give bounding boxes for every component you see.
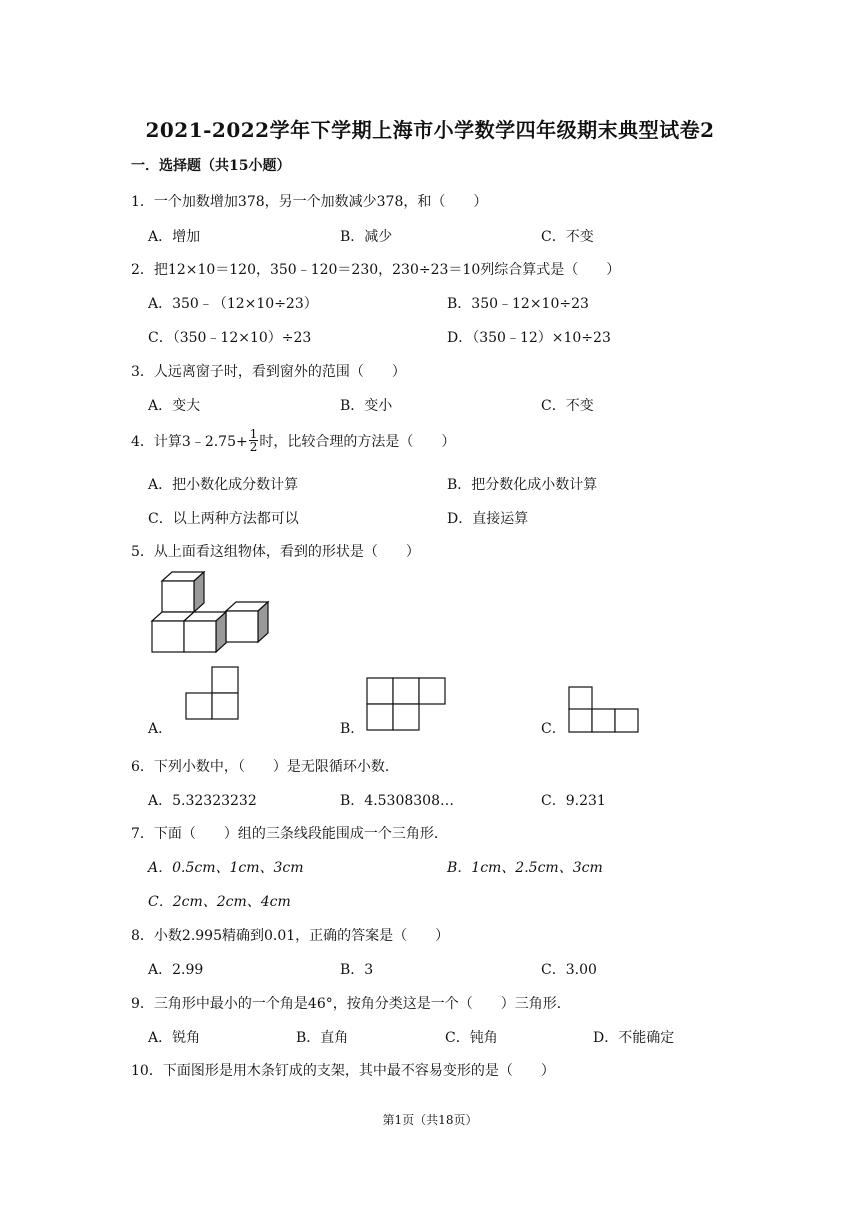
q2-option-c: C．（350﹣12×10）÷23	[148, 330, 312, 346]
q5-option-c-shape	[568, 686, 640, 734]
q9-option-c: C．钝角	[445, 1030, 498, 1046]
q6-option-c: C．9.231	[541, 793, 606, 809]
q2-option-a: A．350﹣（12×10÷23）	[148, 296, 318, 312]
q4-option-a: A．把小数化成分数计算	[148, 477, 299, 493]
q5-option-a: A．	[148, 721, 173, 737]
fraction	[249, 428, 259, 453]
fraction-denominator: 2	[249, 440, 258, 454]
q4-text-before: 4．计算3﹣2.75+	[131, 433, 248, 450]
cube-stack-figure	[150, 571, 272, 653]
q6-option-b: B．4.5308308…	[340, 793, 454, 809]
q3-option-a: A．变大	[148, 398, 201, 414]
q8-option-c: C．3.00	[541, 962, 597, 978]
paper-title: 2021-2022学年下学期上海市小学数学四年级期末典型试卷2	[145, 118, 715, 142]
question-7: 7．下面（ ）组的三条线段能围成一个三角形．	[131, 826, 448, 842]
question-5: 5．从上面看这组物体，看到的形状是（ ）	[131, 544, 420, 560]
q4-option-d: D．直接运算	[447, 511, 529, 527]
q5-option-b: B．	[340, 721, 365, 737]
q1-option-c: C．不变	[541, 229, 594, 245]
q7-option-c: C．2cm、2cm、4cm	[148, 894, 291, 910]
question-8: 8．小数2.995精确到0.01，正确的答案是（ ）	[131, 928, 450, 944]
q5-option-b-shape	[366, 677, 448, 733]
question-1: 1．一个加数增加378，另一个加数减少378，和（ ）	[131, 194, 488, 210]
fraction-numerator: 1	[249, 427, 258, 441]
q2-option-d: D．（350﹣12）×10÷23	[447, 330, 611, 346]
question-2: 2．把12×10＝120，350﹣120＝230，230÷23＝10列综合算式是（ ）	[131, 262, 621, 278]
q9-option-b: B．直角	[296, 1030, 349, 1046]
question-10: 10．下面图形是用木条钉成的支架，其中最不容易变形的是（ ）	[131, 1063, 555, 1079]
q7-option-a: A．0.5cm、1cm、3cm	[148, 860, 304, 876]
q3-option-c: C．不变	[541, 398, 594, 414]
q7-option-b: B．1cm、2.5cm、3cm	[447, 860, 603, 876]
question-6: 6．下列小数中，（ ）是无限循环小数．	[131, 759, 399, 775]
q8-option-b: B．3	[340, 962, 374, 978]
q4-text-after: 时，比较合理的方法是（ ）	[259, 433, 456, 450]
q8-option-a: A．2.99	[148, 962, 204, 978]
question-3: 3．人远离窗子时，看到窗外的范围（ ）	[131, 364, 406, 380]
section-heading: 一．选择题（共15小题）	[131, 158, 291, 174]
q6-option-a: A．5.32323232	[148, 793, 257, 809]
q4-option-b: B．把分数化成小数计算	[447, 477, 598, 493]
question-4	[131, 428, 455, 453]
q1-option-b: B．减少	[340, 229, 393, 245]
q2-option-b: B．350﹣12×10÷23	[447, 296, 589, 312]
q9-option-d: D．不能确定	[593, 1030, 675, 1046]
q5-option-a-shape	[185, 666, 241, 722]
q3-option-b: B．变小	[340, 398, 393, 414]
page-footer: 第1页（共18页）	[382, 1113, 478, 1127]
q1-option-a: A．增加	[148, 229, 201, 245]
q4-option-c: C．以上两种方法都可以	[148, 511, 299, 527]
q9-option-a: A．锐角	[148, 1030, 201, 1046]
q5-option-c: C．	[541, 721, 566, 737]
question-9: 9．三角形中最小的一个角是46°，按角分类这是一个（ ）三角形．	[131, 996, 571, 1012]
